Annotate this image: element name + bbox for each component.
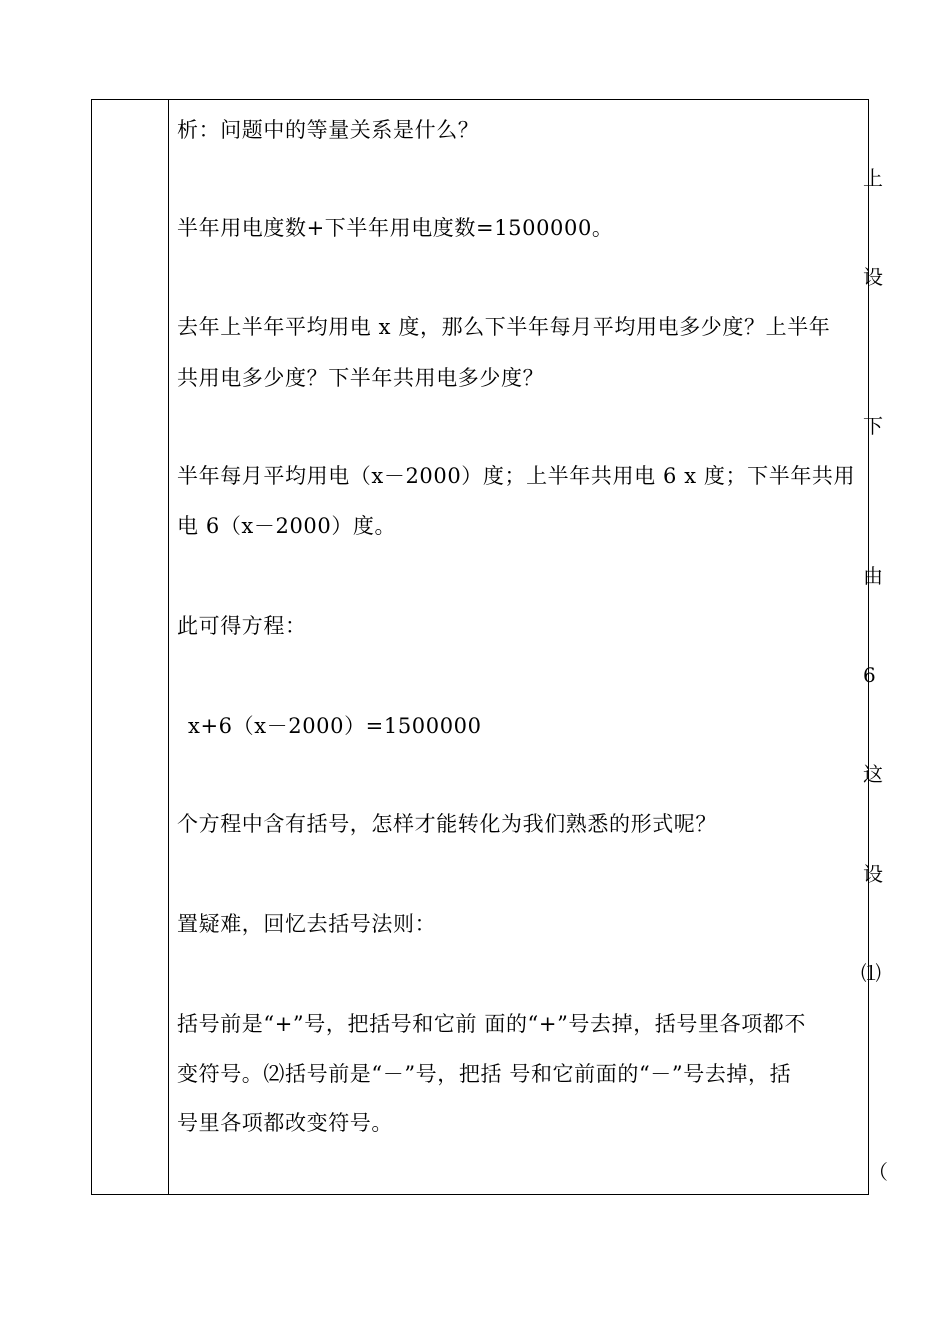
margin-char-4: 由: [863, 564, 883, 588]
column-divider: [168, 100, 169, 1194]
text-line-12: 变符号。⑵括号前是“－”号，把括 号和它前面的“－”号去掉，括: [177, 1062, 792, 1086]
text-line-2: 半年用电度数+下半年用电度数=1500000。: [177, 216, 614, 240]
text-line-7: 此可得方程：: [177, 614, 307, 638]
text-line-3: 去年上半年平均用电 x 度，那么下半年每月平均用电多少度？上半年: [177, 315, 831, 339]
text-line-9: 个方程中含有括号，怎样才能转化为我们熟悉的形式呢？: [177, 812, 717, 836]
margin-char-1: 上: [863, 166, 883, 190]
equation-line: x+6（x－2000）=1500000: [188, 714, 482, 738]
margin-char-6: 这: [863, 762, 883, 786]
margin-char-2: 设: [863, 265, 883, 289]
text-line-5: 半年每月平均用电（x－2000）度；上半年共用电 6 x 度；下半年共用: [177, 464, 856, 488]
text-line-1: 析：问题中的等量关系是什么？: [177, 118, 480, 142]
text-line-6: 电 6（x－2000）度。: [177, 514, 397, 538]
margin-char-8: ⑴: [861, 961, 881, 985]
text-line-4: 共用电多少度？下半年共用电多少度？: [177, 366, 545, 390]
text-line-13: 号里各项都改变符号。: [177, 1111, 393, 1135]
margin-char-7: 设: [863, 862, 883, 886]
margin-char-3: 下: [863, 414, 883, 438]
margin-char-9: （: [868, 1160, 888, 1184]
text-line-11: 括号前是“+”号，把括号和它前 面的“+”号去掉，括号里各项都不: [177, 1012, 807, 1036]
text-line-10: 置疑难，回忆去括号法则：: [177, 912, 437, 936]
margin-char-5: 6: [863, 663, 876, 687]
